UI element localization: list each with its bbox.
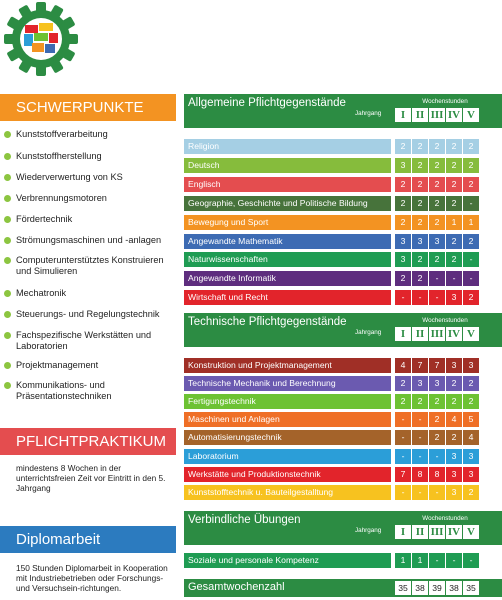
table-row [184,430,502,445]
hours-cell: 3 [463,467,479,482]
hours-cell: 2 [446,139,462,154]
hours-cells [395,271,479,286]
hours-cell: 2 [412,394,428,409]
list-item-label: Kunststoffverarbeitung [16,129,108,139]
bullet-icon [4,362,11,369]
hours-cell: 3 [395,234,411,249]
table-row [184,358,502,373]
hours-cells [395,177,479,192]
hours-cell: 3 [412,376,428,391]
hours-cell: 2 [463,234,479,249]
hours-cell: 3 [446,290,462,305]
section-header-technisch [184,313,502,347]
diplomarbeit-text: 150 Stunden Diplomarbeit in Kooperation mit Industriebetrieben oder Forschungs- und Versuchsein-richtungen. [16,563,168,593]
subject-label: Naturwissenschaften [184,252,391,267]
list-item [4,255,176,277]
hours-cell: 2 [429,139,445,154]
hours-cells [395,290,479,305]
section-header-uebungen [184,511,502,545]
hours-cell: 3 [463,449,479,464]
gesamt-label: Gesamtwochenzahl [188,581,285,593]
hours-cell: 2 [463,158,479,173]
hours-cells [395,412,479,427]
list-item-label: Steuerungs- und Regelungstechnik [16,309,160,319]
hours-cell: 1 [412,553,428,568]
hours-cell: 1 [446,215,462,230]
gesamtwochenzahl-row [184,579,502,597]
table-row [184,252,502,267]
list-item-label: Verbrennungsmotoren [16,193,107,203]
hours-cell: 2 [446,376,462,391]
list-item [4,380,176,402]
list-item [4,309,176,320]
table-row [184,467,502,482]
hours-cell: - [395,449,411,464]
table-row [184,485,502,500]
list-item [4,330,176,352]
hours-cells [395,139,479,154]
subject-label: Laboratorium [184,449,391,464]
hours-cell: 3 [412,234,428,249]
hours-cell: 2 [463,177,479,192]
bullet-icon [4,153,11,160]
section-title: Verbindliche Übungen [188,514,301,526]
subject-label: Soziale und personale Kompetenz [184,553,391,568]
pflichtpraktikum-text: mindestens 8 Wochen in der unterrichtsfreien Zeit vor Eintritt in den 5. Jahrgang [16,463,166,493]
hours-cell: 3 [429,234,445,249]
hours-cell: 3 [446,358,462,373]
subject-label: Maschinen und Anlagen [184,412,391,427]
jahrgang-label: Jahrgang [355,527,382,534]
list-item [4,193,176,204]
hours-cells [395,485,479,500]
jahrgang-numeral: II [412,525,428,539]
jahrgang-numeral: IV [447,526,461,538]
hours-cells [395,394,479,409]
hours-cell: - [412,412,428,427]
bullet-icon [4,174,11,181]
hours-cell: 2 [446,394,462,409]
bullet-icon [4,216,11,223]
hours-cell: 3 [463,358,479,373]
hours-cell: 4 [463,430,479,445]
jahrgang-numerals [395,525,479,539]
hours-cell: - [429,485,445,500]
list-item-label: Wiederverwertung von KS [16,172,123,182]
hours-cell: 8 [429,467,445,482]
hours-cells [395,196,479,211]
list-item [4,360,176,371]
subject-label: Fertigungstechnik [184,394,391,409]
hours-cell: - [412,430,428,445]
gesamt-value: 35 [463,581,479,595]
list-item [4,235,176,246]
gear-bricks-icon [4,2,78,76]
table-row [184,196,502,211]
hours-cell: 3 [446,467,462,482]
jahrgang-numerals [395,108,479,122]
hours-cell: - [395,290,411,305]
hours-cell: - [395,430,411,445]
hours-cell: - [429,271,445,286]
table-row [184,553,502,568]
subject-label: Angewandte Informatik [184,271,391,286]
list-item [4,214,176,225]
list-item [4,288,176,299]
table-row [184,449,502,464]
subject-label: Werkstätte und Produktionstechnik [184,467,391,482]
wochenstunden-label: Wochenstunden [422,317,468,324]
subject-label: Religion [184,139,391,154]
hours-cell: - [446,271,462,286]
hours-cell: 2 [395,271,411,286]
hours-cell: 2 [446,234,462,249]
table-row [184,376,502,391]
subject-label: Geographie, Geschichte und Politische Bildung [184,196,391,211]
list-item-label: Kommunikations- und Präsentationstechniken [16,380,112,401]
table-row [184,394,502,409]
hours-cell: 3 [446,449,462,464]
section-title: Allgemeine Pflichtgegenstände [188,97,346,109]
hours-cell: 7 [412,358,428,373]
hours-cell: 2 [412,177,428,192]
hours-cell: - [395,485,411,500]
section-header-allgemein [184,94,502,128]
jahrgang-numerals [395,327,479,341]
diplomarbeit-title: Diplomarbeit [16,531,101,548]
hours-cell: 3 [395,158,411,173]
hours-cell: 2 [446,158,462,173]
hours-cell: 2 [446,177,462,192]
hours-cell: 2 [429,177,445,192]
bullet-icon [4,257,11,264]
subject-label: Technische Mechanik und Berechnung [184,376,391,391]
hours-cell: 1 [463,215,479,230]
list-item-label: Fachspezifische Werkstätten und Laboratorien [16,330,152,351]
gesamt-value: 39 [429,581,445,595]
jahrgang-numeral: V [463,525,479,539]
pflichtpraktikum-title: PFLICHTPRAKTIKUM [16,433,167,450]
list-item-label: Projektmanagement [16,360,99,370]
table-row [184,177,502,192]
gesamt-value: 38 [446,581,462,595]
hours-cells [395,376,479,391]
subject-label: Englisch [184,177,391,192]
jahrgang-numeral: I [395,108,411,122]
list-item [4,151,176,162]
hours-cell: - [395,412,411,427]
hours-cell: - [429,449,445,464]
hours-cells [395,430,479,445]
hours-cells [395,358,479,373]
bullet-icon [4,131,11,138]
list-item [4,172,176,183]
jahrgang-label: Jahrgang [355,110,382,117]
hours-cells [395,215,479,230]
hours-cell: - [463,196,479,211]
hours-cell: 2 [412,158,428,173]
hours-cell: 7 [395,467,411,482]
hours-cell: - [412,449,428,464]
hours-cell: - [429,290,445,305]
hours-cell: 2 [463,290,479,305]
bullet-icon [4,195,11,202]
hours-cell: 2 [429,394,445,409]
bullet-icon [4,382,11,389]
bullet-icon [4,332,11,339]
jahrgang-label: Jahrgang [355,329,382,336]
hours-cells [395,234,479,249]
table-row [184,412,502,427]
table-row [184,290,502,305]
hours-cell: 2 [412,271,428,286]
hours-cell: 5 [463,412,479,427]
hours-cell: 2 [395,394,411,409]
hours-cell: 2 [429,215,445,230]
bullet-icon [4,237,11,244]
hours-cell: 2 [395,139,411,154]
hours-cell: 2 [463,139,479,154]
hours-cell: 2 [412,139,428,154]
hours-cell: - [446,553,462,568]
schwerpunkte-title: SCHWERPUNKTE [16,99,144,116]
hours-cell: 2 [395,215,411,230]
hours-cell: - [429,553,445,568]
hours-cell: 4 [446,412,462,427]
jahrgang-numeral: III [430,109,444,121]
hours-cell: 1 [395,553,411,568]
subject-label: Kunststofftechnik u. Bauteilgestalltung [184,485,391,500]
hours-cell: 2 [463,394,479,409]
hours-cell: 4 [395,358,411,373]
hours-cell: 2 [412,215,428,230]
hours-cell: 2 [446,196,462,211]
jahrgang-numeral: I [395,525,411,539]
jahrgang-numeral: II [412,108,428,122]
list-item-label: Computerunterstütztes Konstruieren und Simulieren [16,255,164,276]
subject-label: Deutsch [184,158,391,173]
hours-cell: 2 [412,252,428,267]
hours-cell: 7 [429,358,445,373]
gesamt-values [395,581,479,595]
subject-label: Angewandte Mathematik [184,234,391,249]
subject-label: Wirtschaft und Recht [184,290,391,305]
jahrgang-numeral: III [430,328,444,340]
hours-cell: 2 [412,196,428,211]
diplomarbeit-heading [0,526,176,553]
table-row [184,215,502,230]
hours-cells [395,252,479,267]
hours-cell: 3 [446,485,462,500]
hours-cell: 3 [395,252,411,267]
hours-cell: - [412,485,428,500]
subject-label: Automatisierungstechnik [184,430,391,445]
hours-cell: 2 [463,485,479,500]
gesamt-value: 35 [395,581,411,595]
hours-cell: - [463,553,479,568]
bullet-icon [4,311,11,318]
subject-label: Konstruktion und Projektmanagement [184,358,391,373]
jahrgang-numeral: V [463,108,479,122]
hours-cells [395,553,479,568]
wochenstunden-label: Wochenstunden [422,515,468,522]
hours-cell: 2 [429,430,445,445]
hours-cell: - [463,271,479,286]
list-item-label: Mechatronik [16,288,67,298]
table-row [184,139,502,154]
jahrgang-numeral: IV [447,109,461,121]
bullet-icon [4,290,11,297]
table-row [184,158,502,173]
table-row [184,234,502,249]
table-row [184,271,502,286]
jahrgang-numeral: IV [447,328,461,340]
jahrgang-numeral: II [412,327,428,341]
hours-cell: 2 [463,376,479,391]
hours-cell: - [412,290,428,305]
list-item-label: Kunststoffherstellung [16,151,102,161]
hours-cells [395,467,479,482]
gesamt-value: 38 [412,581,428,595]
hours-cell: 2 [395,376,411,391]
hours-cell: 2 [429,158,445,173]
hours-cells [395,449,479,464]
pflichtpraktikum-heading [0,428,176,455]
section-title: Technische Pflichtgegenstände [188,316,347,328]
hours-cell: 2 [429,412,445,427]
hours-cells [395,158,479,173]
hours-cell: 8 [412,467,428,482]
jahrgang-numeral: I [395,327,411,341]
hours-cell: 2 [429,252,445,267]
list-item-label: Strömungsmaschinen und -anlagen [16,235,162,245]
hours-cell: 2 [446,430,462,445]
subject-label: Bewegung und Sport [184,215,391,230]
hours-cell: 2 [395,177,411,192]
hours-cell: 2 [446,252,462,267]
wochenstunden-label: Wochenstunden [422,98,468,105]
hours-cell: 2 [395,196,411,211]
jahrgang-numeral: V [463,327,479,341]
list-item-label: Fördertechnik [16,214,73,224]
jahrgang-numeral: III [430,526,444,538]
hours-cell: 2 [429,196,445,211]
list-item [4,129,176,140]
schwerpunkte-heading [0,94,176,121]
hours-cell: - [463,252,479,267]
hours-cell: 3 [429,376,445,391]
